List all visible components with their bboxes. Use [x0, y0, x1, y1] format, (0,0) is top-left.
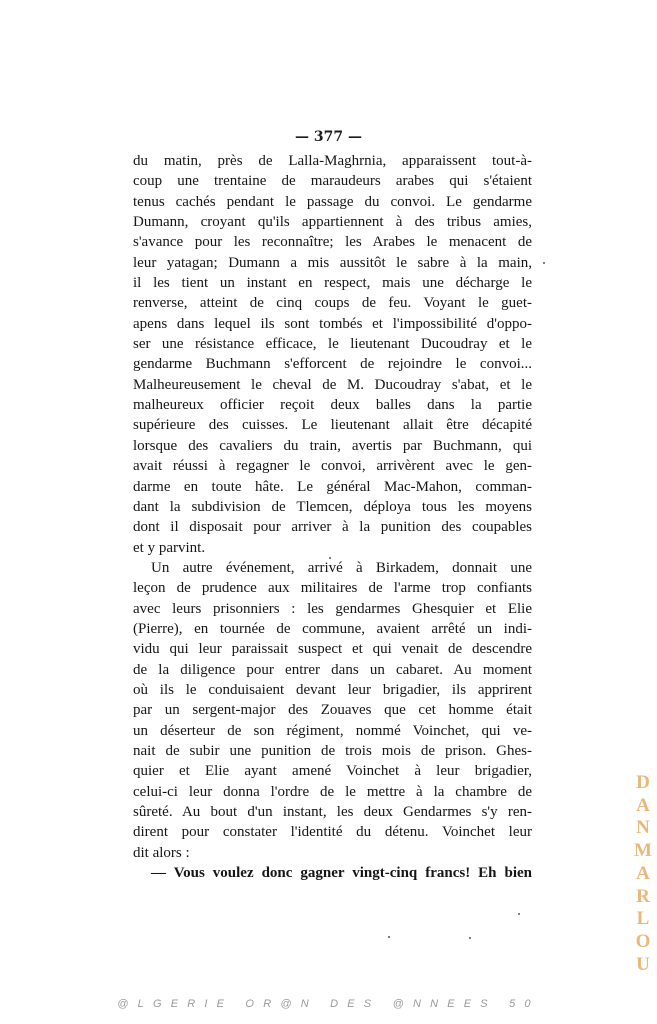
text-line: Un autre événement, arrivé à Birkadem, donnait une: [151, 559, 532, 576]
text-line: sûreté. Au bout d'un instant, les deux Gendarmes s'y ren-: [133, 804, 532, 820]
watermark-letter: R: [636, 885, 650, 907]
text-line: par un sergent-major des Zouaves que cet homme était: [133, 702, 532, 719]
scan-speck: [329, 557, 331, 559]
text-line: dirent pour constater l'identité du détenu. Voinchet leur: [133, 824, 532, 841]
text-line: leur yatagan; Dumann a mis aussitôt le sabre à la main,: [133, 254, 532, 271]
text-line: et y parvint.: [133, 539, 206, 556]
text-line: nait de subir une punition de trois mois de prison. Ghes-: [133, 742, 532, 759]
text-line: il les tient un instant en respect, mais une décharge le: [133, 275, 532, 292]
text-line: darme en toute hâte. Le général Mac-Mahon, comman-: [133, 478, 532, 495]
text-line: vidu qui leur paraissait suspect et qui venait de descendre: [133, 641, 532, 658]
text-line: Malheureusement le cheval de M. Ducoudray s'abat, et le: [133, 376, 532, 393]
text-line: (Pierre), en tournée de commune, avaient arrêté un indi-: [133, 620, 532, 637]
text-line: celui-ci leur donna l'ordre de le mettre à la chambre de: [133, 783, 532, 800]
text-line: coup une trentaine de maraudeurs arabes qui s'étaient: [133, 173, 532, 190]
text-line: dant la subdivision de Tlemcen, déploya tous les moyens: [133, 498, 532, 515]
text-line: malheureux officier reçoit deux balles dans la partie: [133, 397, 532, 414]
text-line: un déserteur de son régiment, nommé Voinchet, qui ve-: [133, 722, 532, 739]
text-line: ser une résistance efficace, le lieutenant Ducoudray et le: [133, 336, 532, 353]
text-line: lorsque des cavaliers du train, avertis par Buchmann, qui: [133, 437, 532, 454]
text-line: — Vous voulez donc gagner vingt-cinq francs! Eh bien: [151, 865, 532, 882]
watermark-letter: O: [635, 930, 651, 952]
watermark-letter: L: [636, 908, 650, 930]
scan-speck: [388, 936, 390, 938]
text-line: de la diligence pour entrer dans un cabaret. Au moment: [133, 661, 532, 678]
footer-watermark: @LGERIE OR@N DES @NNEES 50: [117, 998, 540, 1010]
watermark-letter: A: [636, 794, 650, 816]
text-line: du matin, près de Lalla-Maghrnia, apparaissent tout-à-: [133, 153, 532, 169]
page-number: — 377 —: [295, 129, 362, 145]
text-line: supérieure des cuisses. Le lieutenant allait être décapité: [133, 417, 532, 434]
watermark-letter: M: [634, 840, 652, 862]
scan-speck: [469, 937, 471, 939]
watermark-letter: N: [636, 817, 650, 839]
scan-speck: [518, 913, 520, 915]
text-line: avait réussi à regagner le convoi, arrivèrent avec le gen-: [133, 458, 532, 475]
text-line: dit alors :: [133, 844, 190, 861]
text-line: gendarme Buchmann s'efforcent de rejoindre le convoi...: [133, 356, 532, 373]
watermark-letter: A: [636, 862, 650, 884]
text-line: dont il disposait pour arriver à la punition des coupables: [133, 519, 532, 536]
text-line: s'avance pour les reconnaître; les Arabes le menacent de: [133, 234, 532, 251]
watermark-letter: U: [636, 953, 650, 975]
text-line: quier et Elie ayant amené Voinchet à leur brigadier,: [133, 763, 532, 780]
scan-speck: [543, 262, 545, 264]
vertical-watermark: [632, 772, 654, 976]
text-line: Dumann, croyant qu'ils appartiennent à des tribus amies,: [133, 214, 532, 231]
text-line: avec leurs prisonniers : les gendarmes Ghesquier et Elie: [133, 600, 532, 617]
text-line: où ils le conduisaient devant leur brigadier, ils apprirent: [133, 681, 532, 698]
text-line: apens dans lequel ils sont tombés et l'impossibilité d'oppo-: [133, 315, 532, 332]
text-line: renverse, atteint de cinq coups de feu. Voyant le guet-: [133, 295, 532, 312]
watermark-letter: D: [636, 772, 650, 793]
page-text: [133, 151, 532, 883]
text-line: tenus cachés pendant le passage du convoi. Le gendarme: [133, 193, 532, 210]
text-line: leçon de prudence aux militaires de l'arme trop confiants: [133, 580, 532, 597]
